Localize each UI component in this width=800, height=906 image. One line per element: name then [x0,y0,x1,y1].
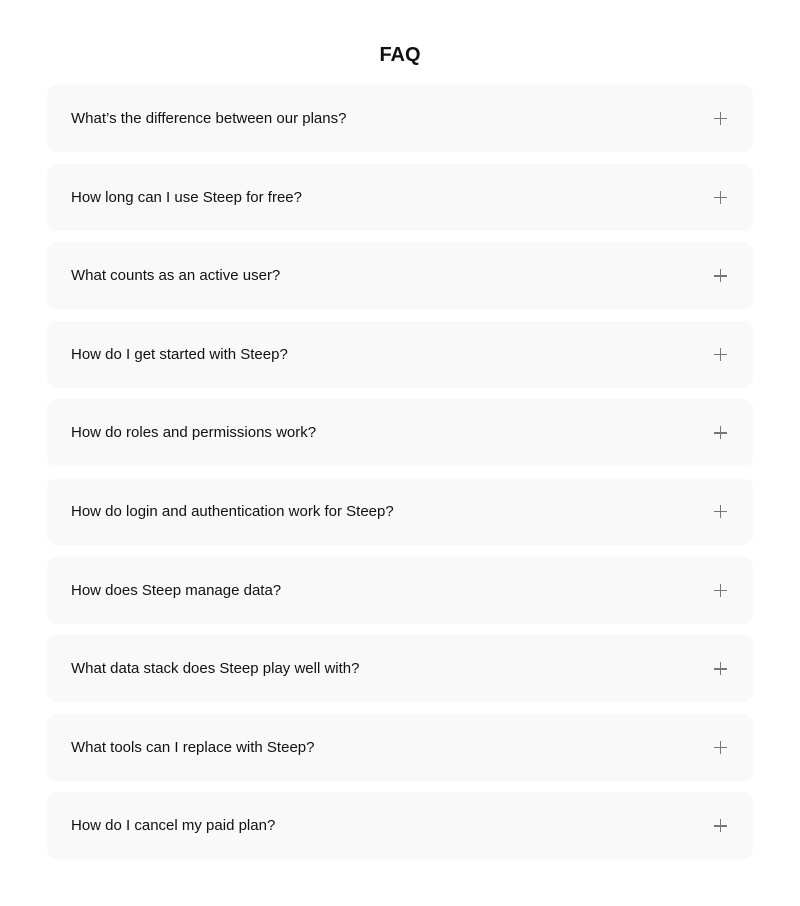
faq-item[interactable] [47,714,753,781]
plus-icon[interactable] [714,348,727,361]
plus-icon[interactable] [714,191,727,204]
faq-item[interactable] [47,792,753,859]
faq-question: What counts as an active user? [71,267,281,285]
faq-question: How do roles and permissions work? [71,424,317,442]
faq-question: What data stack does Steep play well with? [71,660,360,678]
faq-item[interactable] [47,635,753,702]
faq-item[interactable] [47,242,753,309]
plus-icon[interactable] [714,819,727,832]
faq-question: What’s the difference between our plans? [71,110,347,127]
page-title: FAQ [379,44,421,66]
faq-item[interactable] [47,557,753,624]
faq-question: How do I cancel my paid plan? [71,817,276,835]
plus-icon[interactable] [714,426,727,439]
faq-item[interactable] [47,164,753,231]
plus-icon[interactable] [714,505,727,518]
plus-icon[interactable] [714,584,727,597]
faq-item[interactable] [47,399,753,466]
faq-question: How do I get started with Steep? [71,345,288,363]
faq-question: How long can I use Steep for free? [71,188,302,206]
plus-icon[interactable] [714,662,727,675]
faq-item[interactable] [47,478,753,545]
faq-question: How do login and authentication work for Steep? [71,502,394,520]
faq-question: What tools can I replace with Steep? [71,738,315,756]
plus-icon[interactable] [714,741,727,754]
faq-item[interactable] [47,85,753,152]
faq-question: How does Steep manage data? [71,581,282,599]
plus-icon[interactable] [714,112,727,125]
faq-item[interactable] [47,321,753,388]
faq-list [47,85,753,871]
plus-icon[interactable] [714,269,727,282]
